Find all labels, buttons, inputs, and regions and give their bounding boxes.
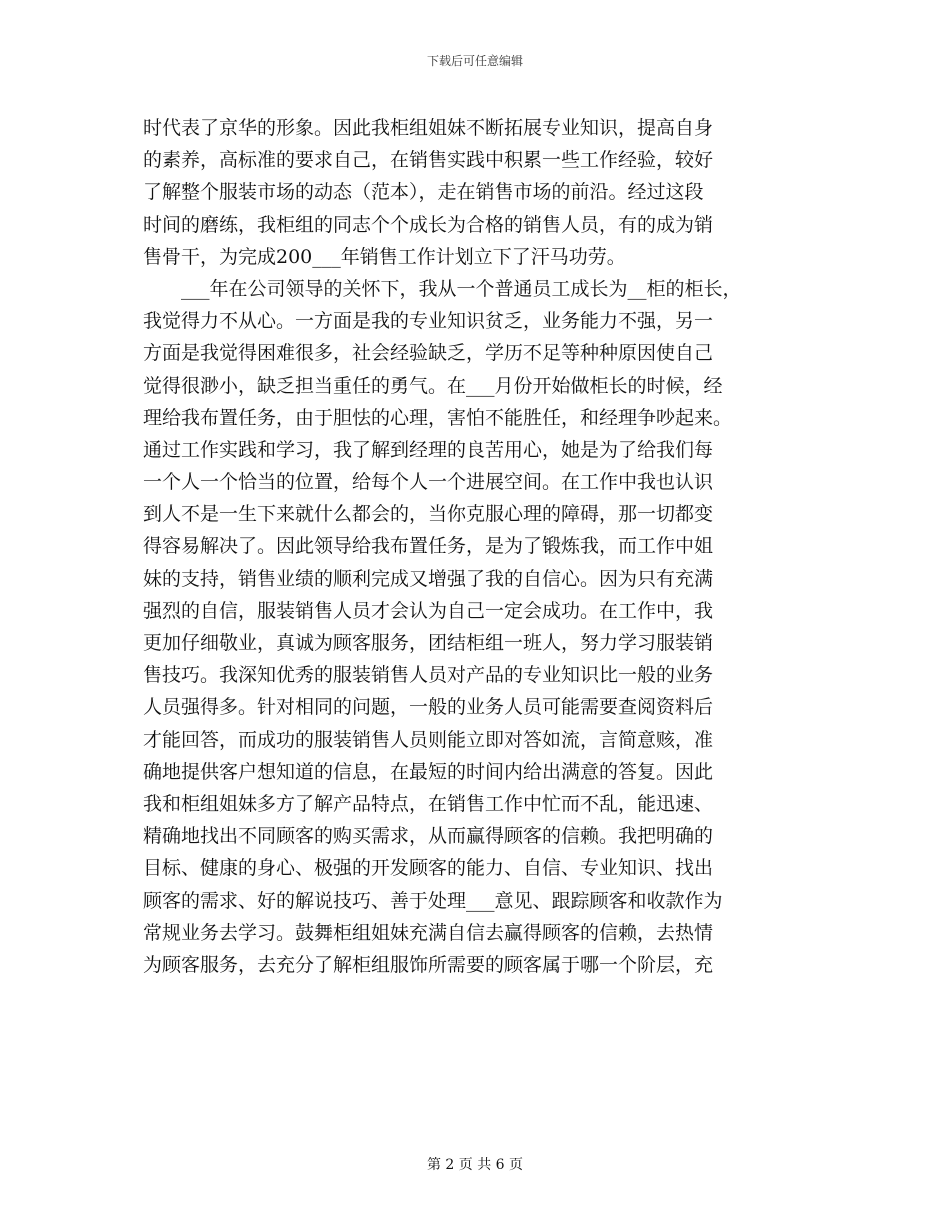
text-line: 才能回答，而成功的服装销售人员则能立即对答如流，言简意赅，准: [143, 728, 714, 751]
text-line: 一个人一个恰当的位置，给每个人一个进展空间。在工作中我也认识: [143, 471, 714, 494]
text-line: 更加仔细敬业，真诚为顾客服务，团结柜组一班人，努力学习服装销: [143, 632, 714, 654]
text-line: 为顾客服务，去充分了解柜组服饰所需要的顾客属于哪一个阶层，充: [143, 953, 714, 976]
document-body: [143, 112, 803, 981]
text-line: 售技巧。我深知优秀的服装销售人员对产品的专业知识比一般的业务: [143, 664, 714, 687]
text-line: 人员强得多。针对相同的问题，一般的业务人员可能需要查阅资料后: [143, 696, 714, 719]
text-line: 强烈的自信，服装销售人员才会认为自己一定会成功。在工作中，我: [143, 599, 714, 622]
text-line: 方面是我觉得困难很多，社会经验缺乏，学历不足等种种原因使自己: [143, 342, 714, 365]
page-footer: 第 2 页 共 6 页: [426, 1157, 524, 1173]
text-line: 精确地找出不同顾客的购买需求，从而赢得顾客的信赖。我把明确的: [143, 825, 714, 848]
text-line: 到人不是一生下来就什么都会的，当你克服心理的障碍，那一切都变: [143, 503, 714, 526]
text-line: 觉得很渺小，缺乏担当重任的勇气。在___月份开始做柜长的时候，经: [143, 374, 723, 397]
text-line: ___年在公司领导的关怀下，我从一个普通员工成长为__柜的柜长，: [143, 277, 742, 300]
text-line: 我和柜组姐妹多方了解产品特点，在销售工作中忙而不乱，能迅速、: [143, 792, 714, 815]
text-line: 时代表了京华的形象。因此我柜组姐妹不断拓展专业知识，提高自身: [143, 117, 714, 139]
text-line: 确地提供客户想知道的信息，在最短的时间内给出满意的答复。因此: [143, 760, 714, 783]
text-line: 时间的磨练，我柜组的同志个个成长为合格的销售人员，有的成为销: [143, 213, 714, 236]
text-line: 通过工作实践和学习，我了解到经理的良苦用心，她是为了给我们每: [143, 438, 714, 461]
text-line: 妹的支持，销售业绩的顺利完成又增强了我的自信心。因为只有充满: [143, 567, 714, 590]
text-line: 顾客的需求、好的解说技巧、善于处理___意见、跟踪顾客和收款作为: [143, 889, 723, 912]
text-line: 售骨干，为完成200___年销售工作计划立下了汗马功劳。: [143, 245, 626, 268]
text-line: 的素养，高标准的要求自己，在销售实践中积累一些工作经验，较好: [143, 149, 714, 172]
text-line: 了解整个服装市场的动态（范本），走在销售市场的前沿。经过这段: [143, 181, 704, 204]
page-header: 下载后可任意编辑: [426, 54, 523, 68]
text-line: 常规业务去学习。鼓舞柜组姐妹充满自信去赢得顾客的信赖，去热情: [143, 921, 714, 944]
text-line: 理给我布置任务，由于胆怯的心理，害怕不能胜任，和经理争吵起来。: [143, 406, 733, 429]
text-line: 我觉得力不从心。一方面是我的专业知识贫乏，业务能力不强，另一: [143, 310, 714, 333]
text-line: 目标、健康的身心、极强的开发顾客的能力、自信、专业知识、找出: [143, 857, 714, 880]
text-line: 得容易解决了。因此领导给我布置任务，是为了锻炼我，而工作中姐: [143, 535, 714, 558]
